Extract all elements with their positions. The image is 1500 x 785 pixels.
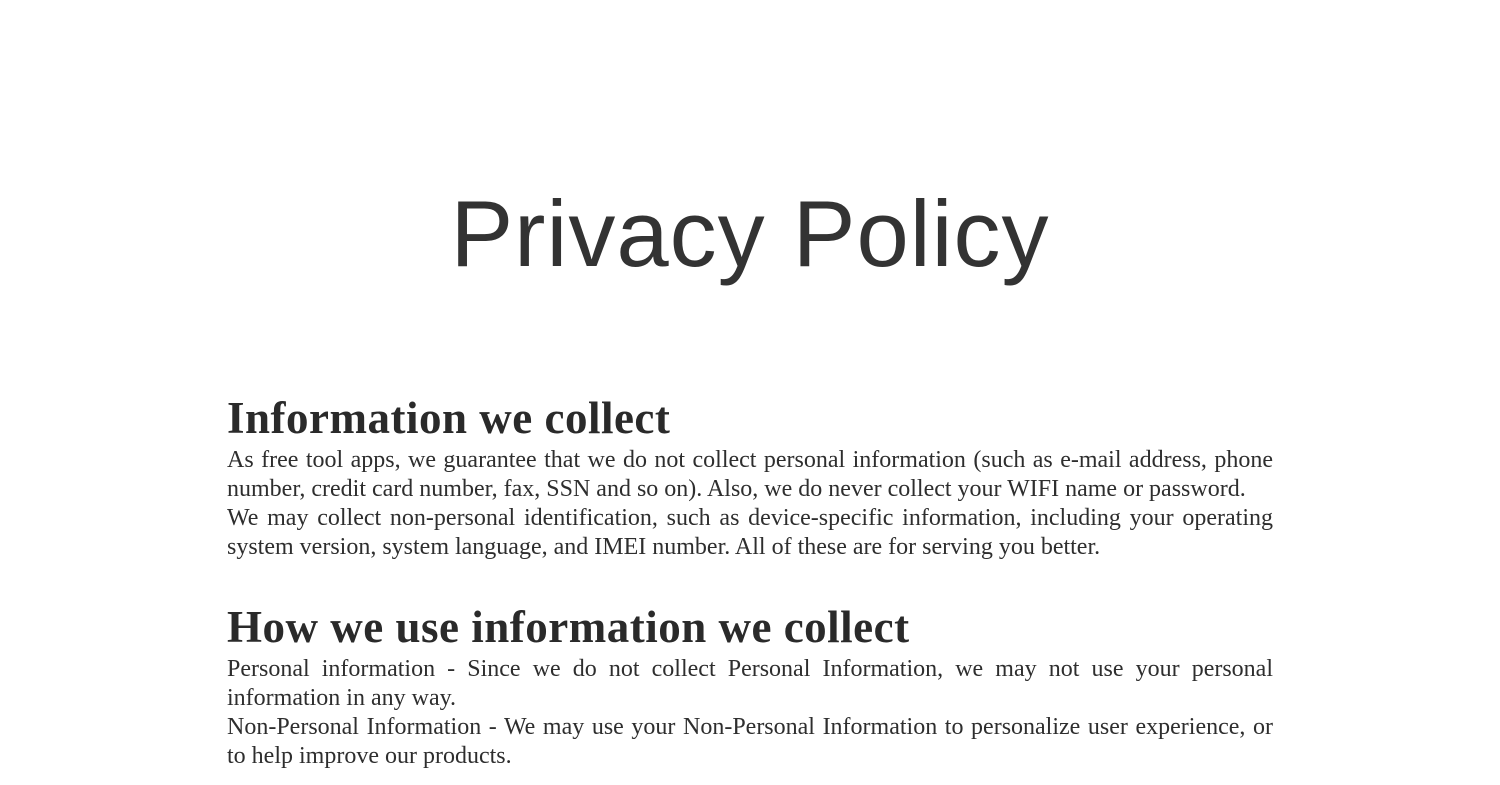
page-title: Privacy Policy xyxy=(450,181,1050,286)
section-heading: How we use information we collect xyxy=(227,602,910,652)
document-body xyxy=(227,390,1273,771)
section-paragraph: We may collect non-personal identification, such as device-specific information, including your operating system version, system language, and IMEI number. All of these are for serving you better. xyxy=(227,505,1273,560)
section-how-we-use-information xyxy=(227,599,1273,771)
section-paragraph: As free tool apps, we guarantee that we do not collect personal information (such as e-mail address, phone number, credit card number, fax, SSN and so on). Also, we do never collect your WIFI name or password. xyxy=(227,447,1273,502)
section-paragraph: Personal information - Since we do not collect Personal Information, we may not use your personal information in any way. xyxy=(227,656,1273,711)
section-information-we-collect xyxy=(227,390,1273,562)
section-heading: Information we collect xyxy=(227,393,671,443)
section-paragraph: Non-Personal Information - We may use your Non-Personal Information to personalize user experience, or to help improve our products. xyxy=(227,714,1273,769)
